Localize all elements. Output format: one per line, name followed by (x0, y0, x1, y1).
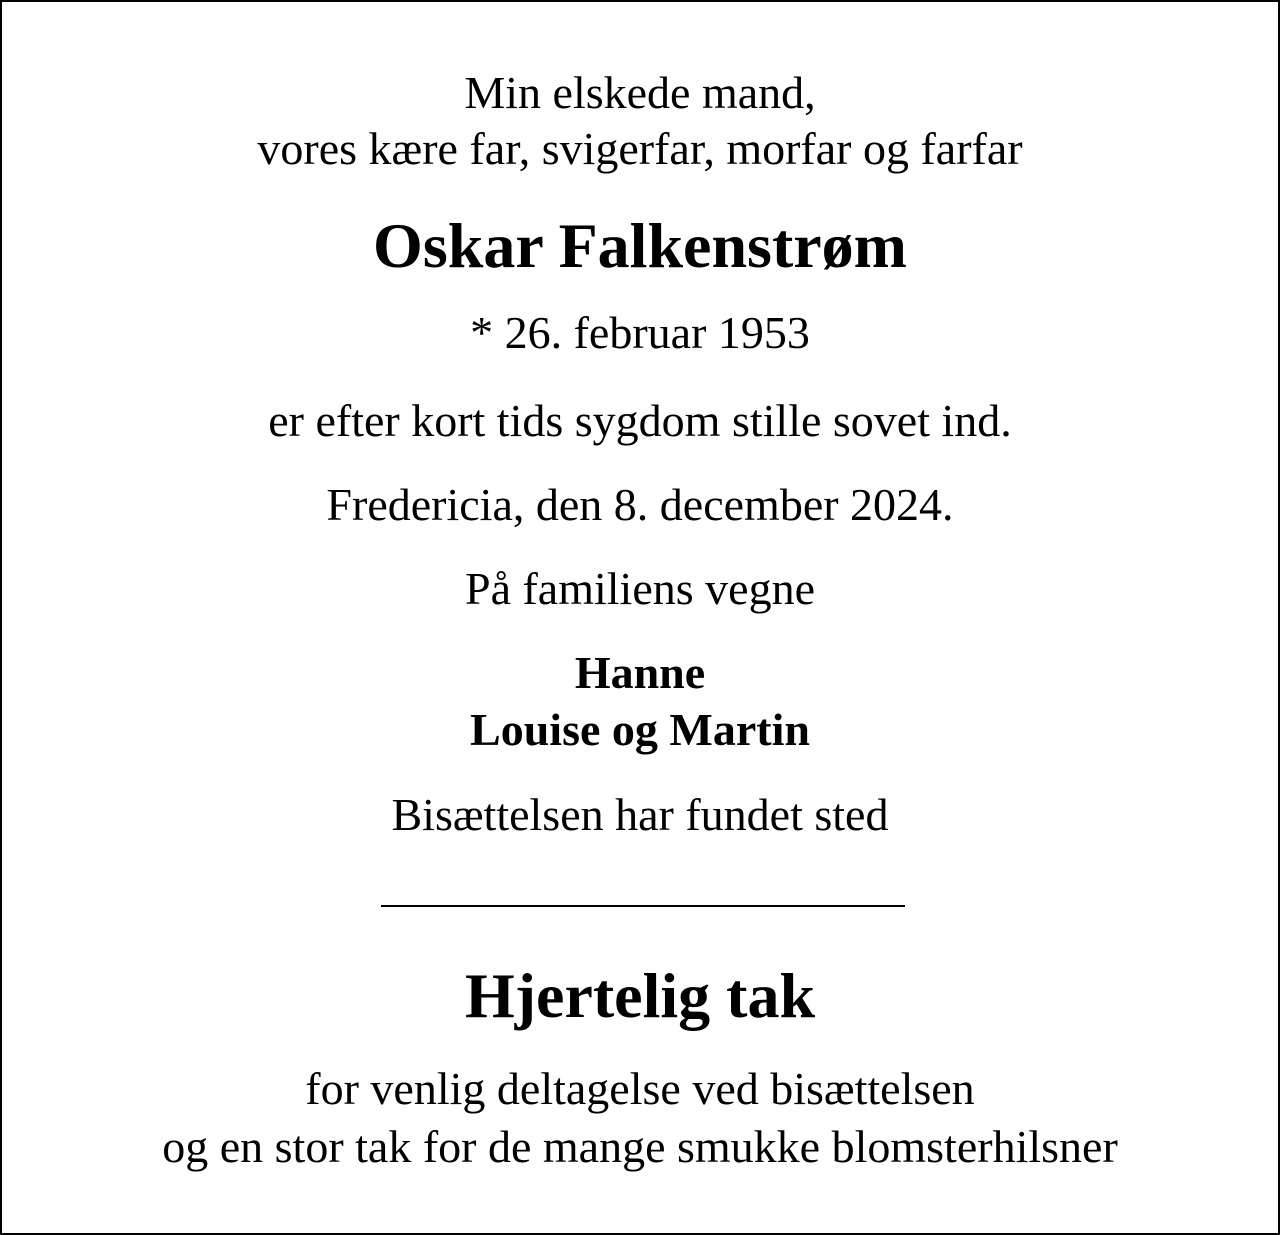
birth-date: * 26. februar 1953 (470, 307, 810, 358)
thanks-heading: Hjertelig tak (464, 960, 816, 1031)
intro-line-2: vores kære far, svigerfar, morfar og farfar (257, 123, 1023, 174)
on-behalf-line: På familiens vegne (464, 563, 815, 614)
signatory-2: Louise og Martin (470, 704, 810, 755)
death-statement: er efter kort tids sygdom stille sovet ind. (268, 395, 1012, 446)
deceased-name: Oskar Falkenstrøm (373, 210, 907, 281)
signatory-1: Hanne (574, 647, 706, 698)
thanks-line-1: for venlig deltagelse ved bisættelsen (305, 1063, 975, 1114)
divider-line (381, 905, 905, 907)
place-and-date: Fredericia, den 8. december 2024. (326, 479, 954, 530)
funeral-note: Bisættelsen har fundet sted (391, 789, 889, 840)
thanks-line-2: og en stor tak for de mange smukke blomsterhilsner (162, 1121, 1118, 1172)
intro-line-1: Min elskede mand, (464, 67, 816, 118)
